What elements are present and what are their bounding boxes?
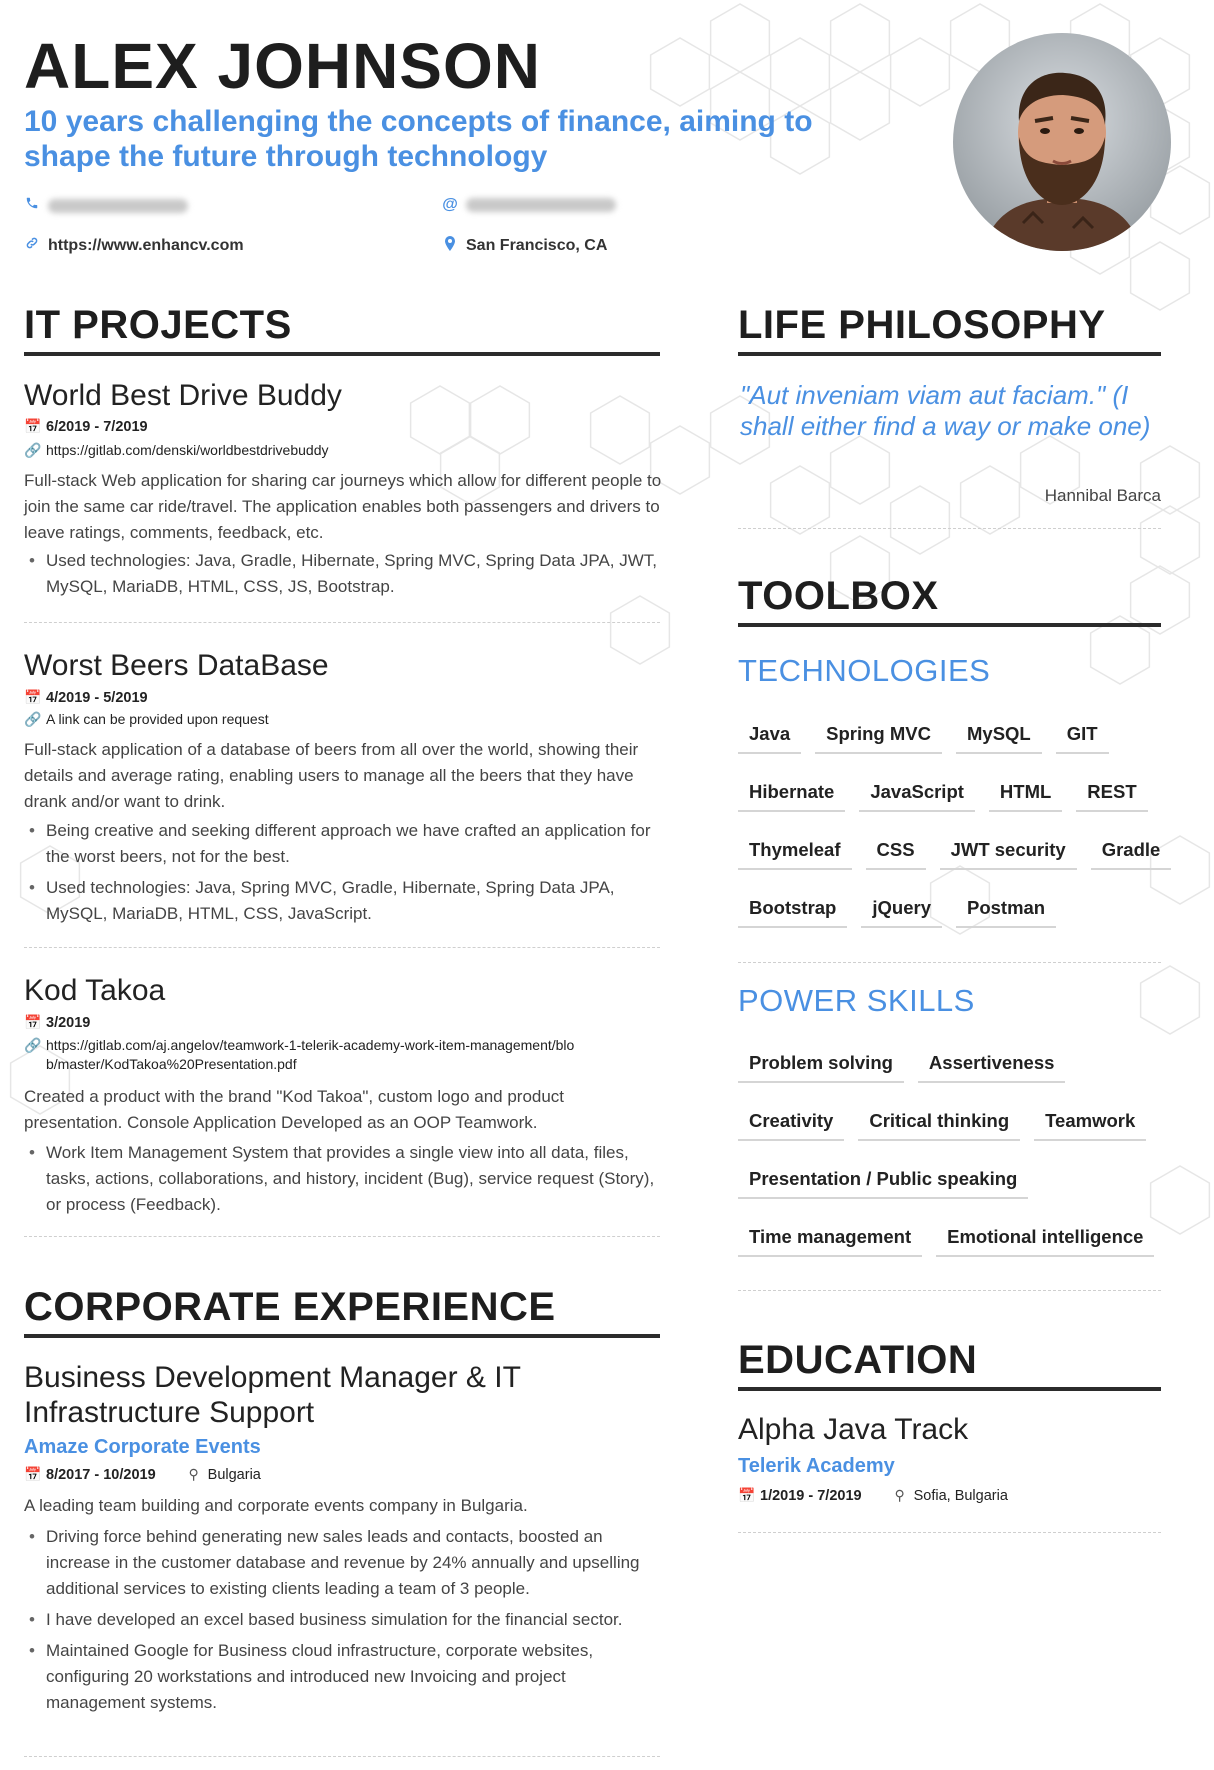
education-program: Alpha Java Track [738,1413,969,1446]
skill-tag: Postman [956,879,1056,937]
technologies-tag-list [738,705,1178,937]
project-bullets [24,818,664,932]
project-description: Created a product with the brand "Kod Takoa", custom logo and product presentation. Console Application Developed as an OOP Teamwork. [24,1087,565,1132]
list-item: • Being creative and seeking different approach we have crafted an application for the worst beers, not for the best. [24,818,664,870]
skill-tag: JavaScript [859,763,975,821]
skill-tag: Critical thinking [858,1092,1020,1150]
section-title-toolbox: TOOLBOX [738,574,939,618]
list-item: • I have developed an excel based business simulation for the financial sector. [24,1607,664,1633]
subsection-title-power-skills: POWER SKILLS [738,983,975,1018]
calendar-icon: 📅 [24,689,42,705]
project-title: World Best Drive Buddy [24,379,342,412]
project-bullets [24,548,660,605]
location-contact [442,236,607,256]
skill-tag: REST [1076,763,1147,821]
map-pin-icon [442,236,458,256]
avatar [953,33,1171,251]
website-link[interactable]: https://www.enhancv.com [48,236,244,254]
calendar-icon: 📅 [24,418,42,434]
website-contact[interactable] [24,236,244,255]
email-contact [442,196,616,214]
section-title-it-projects: IT PROJECTS [24,303,292,347]
list-item: • Work Item Management System that provides a single view into all data, files, tasks, actions, collaborations, and history, incident (Bug), service request (Story), or process (Feedback). [24,1140,664,1218]
skill-tag: Gradle [1091,821,1172,879]
skill-tag: Time management [738,1208,922,1266]
skill-tag: Presentation / Public speaking [738,1150,1028,1208]
education-school: Telerik Academy [738,1455,895,1477]
candidate-name: ALEX JOHNSON [24,30,541,102]
list-item: • Used technologies: Java, Gradle, Hibernate, Spring MVC, Spring Data JPA, JWT, MySQL, MariaDB, HTML, CSS, JS, Bootstrap. [24,548,660,600]
job-title: Business Development Manager & IT Infrastructure Support [24,1361,521,1429]
calendar-icon: 📅 [24,1014,42,1030]
job-description: A leading team building and corporate events company in Bulgaria. [24,1496,528,1515]
link-icon: 🔗 [24,711,42,727]
phone-redacted [48,199,188,213]
skill-tag: Spring MVC [815,705,942,763]
entry-divider [738,1290,1161,1291]
project-link: 🔗 A link can be provided upon request [24,711,269,727]
list-item: • Used technologies: Java, Spring MVC, Gradle, Hibernate, Spring Data JPA, MySQL, MariaDB, HTML, CSS, JavaScript. [24,875,664,927]
skill-tag: Hibernate [738,763,845,821]
calendar-icon: 📅 [738,1487,756,1503]
project-link[interactable]: 🔗 https://gitlab.com/aj.angelov/teamwork-1-telerik-academy-work-item-management/blob/master/KodTakoa%20Presentation.pdf [24,1037,575,1072]
at-icon: @ [442,196,458,213]
candidate-tagline: 10 years challenging the concepts of finance, aiming to shape the future through technology [24,105,813,173]
quote-author: Hannibal Barca [1044,486,1161,505]
entry-divider [24,622,660,623]
education-meta: 📅 1/2019 - 7/2019 ⚲ Sofia, Bulgaria [738,1487,1008,1504]
link-icon: 🔗 [24,1037,42,1053]
project-title: Worst Beers DataBase [24,649,329,682]
entry-divider [738,1532,1161,1533]
skill-tag: Teamwork [1034,1092,1146,1150]
calendar-icon: 📅 [24,1466,42,1482]
list-item: • Maintained Google for Business cloud infrastructure, corporate websites, configuring 20 workstations and introduced new Invoicing and project management systems. [24,1638,664,1716]
skill-tag: GIT [1056,705,1109,763]
entry-divider [24,947,660,948]
section-rule [24,1334,660,1338]
skill-tag: HTML [989,763,1062,821]
skill-tag: Creativity [738,1092,844,1150]
entry-divider [738,962,1161,963]
skill-tag: CSS [866,821,926,879]
section-rule [24,352,660,356]
section-title-life-philosophy: LIFE PHILOSOPHY [738,303,1106,347]
power-skills-tag-list [738,1034,1178,1266]
email-redacted [466,198,616,212]
link-icon: 🔗 [24,442,42,458]
skill-tag: Assertiveness [918,1034,1065,1092]
project-dates: 📅 4/2019 - 5/2019 [24,689,148,706]
skill-tag: Thymeleaf [738,821,852,879]
project-title: Kod Takoa [24,974,166,1007]
job-meta: 📅 8/2017 - 10/2019 ⚲ Bulgaria [24,1466,261,1483]
section-rule [738,623,1161,627]
phone-icon [24,196,40,215]
project-description: Full-stack Web application for sharing car journeys which allow for different people to join the same car ride/travel. The application enables both passengers and drivers to leave ratings, comments, feedback, etc. [24,471,662,542]
phone-contact [24,196,188,215]
skill-tag: Problem solving [738,1034,904,1092]
entry-divider [738,528,1161,529]
location-text: San Francisco, CA [466,237,608,254]
section-rule [738,1387,1161,1391]
section-title-corporate-experience: CORPORATE EXPERIENCE [24,1285,556,1329]
project-link[interactable]: 🔗 https://gitlab.com/denski/worldbestdrivebuddy [24,442,329,458]
project-dates: 📅 6/2019 - 7/2019 [24,418,148,435]
job-bullets [24,1524,664,1721]
section-title-education: EDUCATION [738,1338,978,1382]
skill-tag: MySQL [956,705,1042,763]
list-item: • Driving force behind generating new sales leads and contacts, boosted an increase in the customer database and revenue by 24% annually and upselling additional services to existing clients leading a team of 3 people. [24,1524,664,1602]
skill-tag: JWT security [940,821,1077,879]
map-pin-icon: ⚲ [894,1487,905,1503]
entry-divider [24,1756,660,1757]
skill-tag: jQuery [861,879,942,937]
project-dates: 📅 3/2019 [24,1014,91,1031]
project-description: Full-stack application of a database of beers from all over the world, showing their details and average rating, enabling users to manage all the beers that they have drank and/or want to drink. [24,740,639,811]
section-rule [738,352,1161,356]
resume-header [24,30,924,174]
skill-tag: Bootstrap [738,879,847,937]
entry-divider [24,1236,660,1237]
map-pin-icon: ⚲ [188,1466,199,1482]
project-bullets [24,1140,664,1223]
skill-tag: Java [738,705,801,763]
link-icon [24,236,40,255]
skill-tag: Emotional intelligence [936,1208,1154,1266]
philosophy-quote: "Aut inveniam viam aut faciam." (I shall either find a way or make one) [740,380,1151,441]
subsection-title-technologies: TECHNOLOGIES [738,653,991,688]
company-name: Amaze Corporate Events [24,1436,261,1458]
